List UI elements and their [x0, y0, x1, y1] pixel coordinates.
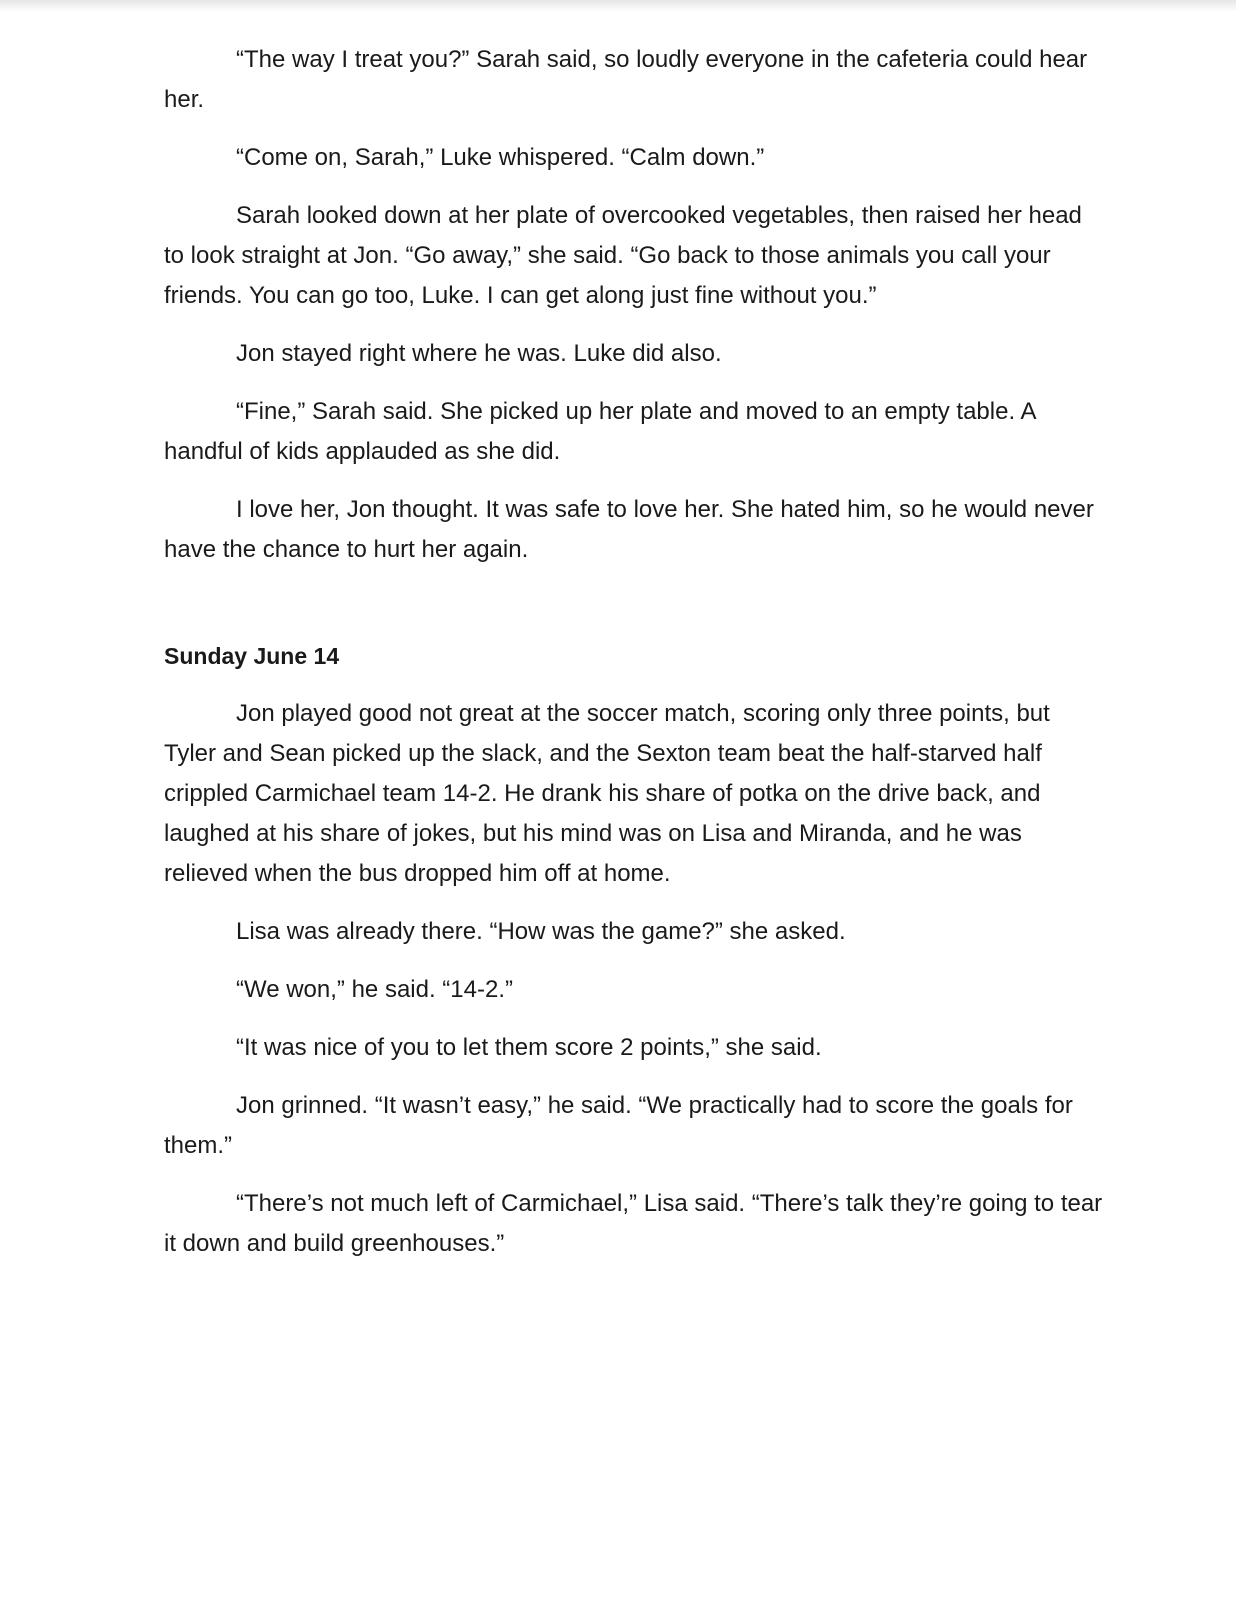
page-content: [164, 40, 1104, 1282]
paragraph: Sarah looked down at her plate of overcooked vegetables, then raised her head to look straight at Jon. “Go away,” she said. “Go back to those animals you call your friends. You can go too, Luke. I can get along just fine without you.”: [164, 202, 1082, 309]
paragraph: “Come on, Sarah,” Luke whispered. “Calm down.”: [236, 144, 765, 171]
paragraph: “The way I treat you?” Sarah said, so loudly everyone in the cafeteria could hear her.: [164, 46, 1088, 113]
paragraph: Lisa was already there. “How was the game?” she asked.: [236, 918, 846, 945]
paragraph: Jon grinned. “It wasn’t easy,” he said. “We practically had to score the goals for them.”: [164, 1092, 1073, 1159]
paragraph: “Fine,” Sarah said. She picked up her plate and moved to an empty table. A handful of kids applauded as she did.: [164, 398, 1036, 465]
paragraph: I love her, Jon thought. It was safe to love her. She hated him, so he would never have the chance to hurt her again.: [164, 496, 1094, 563]
section-heading: Sunday June 14: [164, 643, 340, 669]
paragraph: “We won,” he said. “14-2.”: [236, 976, 513, 1003]
paragraph: “There’s not much left of Carmichael,” Lisa said. “There’s talk they’re going to tear it down and build greenhouses.”: [164, 1190, 1103, 1257]
paragraph: Jon played good not great at the soccer match, scoring only three points, but Tyler and Sean picked up the slack, and the Sexton team beat the half-starved half crippled Carmichael team 14-2. He drank his share of potka on the drive back, and laughed at his share of jokes, but his mind was on Lisa and Miranda, and he was relieved when the bus dropped him off at home.: [164, 700, 1050, 887]
scan-edge-shadow: [0, 0, 1236, 12]
paragraph: Jon stayed right where he was. Luke did also.: [236, 340, 722, 367]
paragraph: “It was nice of you to let them score 2 points,” she said.: [236, 1034, 822, 1061]
